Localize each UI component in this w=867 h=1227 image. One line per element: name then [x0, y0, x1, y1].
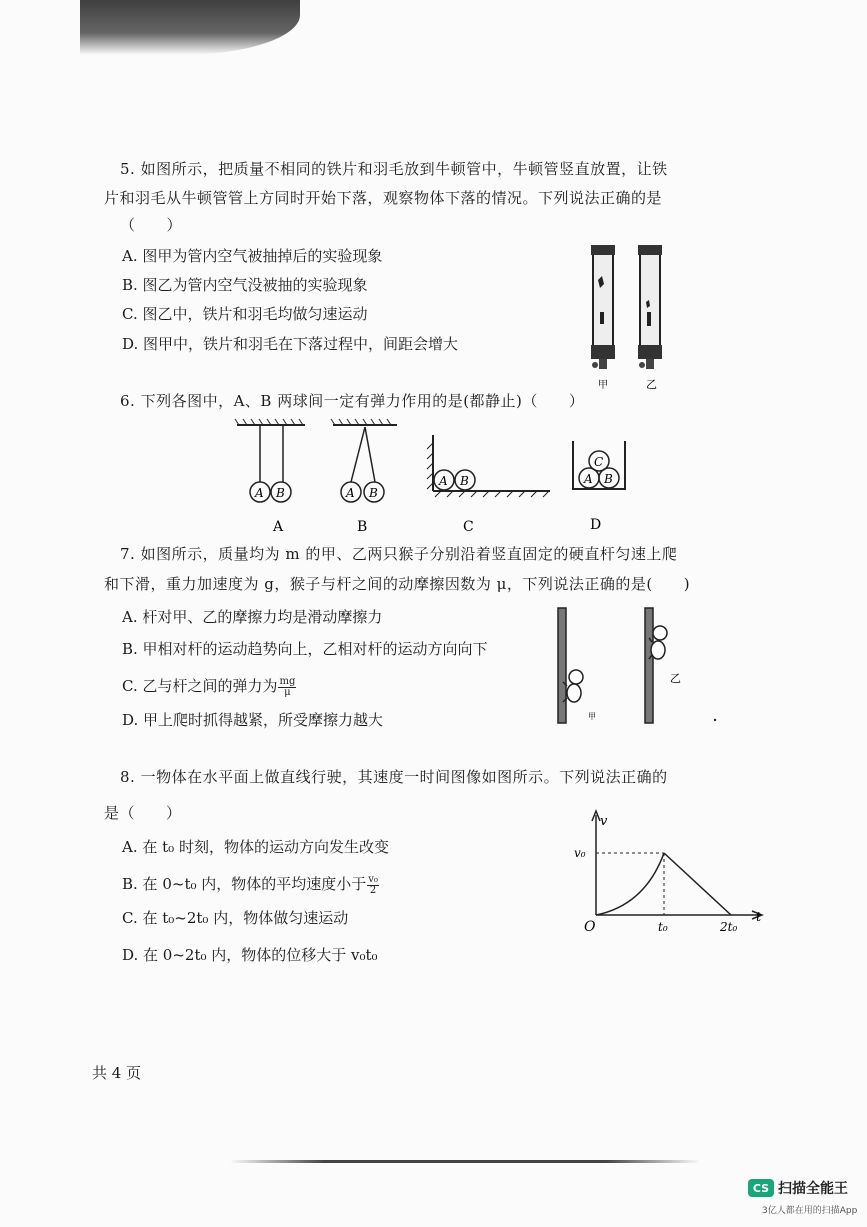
vt-2t0: 2t₀ — [720, 920, 738, 934]
vt-axis-v: v — [600, 814, 608, 829]
monkey-pole-figure — [548, 600, 728, 730]
q7-option-a: A. 杆对甲、乙的摩擦力均是滑动摩擦力 — [122, 608, 383, 626]
vt-origin: O — [584, 919, 596, 935]
brand-watermark — [748, 1178, 848, 1198]
q5-stem-line3: （ ） — [120, 216, 183, 234]
q5-option-b: B. 图乙为管内空气没被抽的实验现象 — [122, 276, 368, 294]
q5-option-d: D. 图甲中，铁片和羽毛在下落过程中，间距会增大 — [122, 335, 459, 353]
q6-figures — [225, 415, 645, 535]
brand-name: 扫描全能王 — [778, 1181, 848, 1197]
vt-graph — [570, 805, 770, 945]
vt-t0: t₀ — [658, 920, 668, 934]
frac-numerator: v₀ — [368, 873, 378, 885]
q8-stem-line1: 8. 一物体在水平面上做直线行驶，其速度一时间图像如图所示。下列说法正确的 — [120, 768, 668, 786]
q6-c-ball-b: B — [460, 474, 469, 488]
camscanner-logo-icon: CS — [748, 1179, 774, 1197]
q7-stem-line2: 和下滑，重力加速度为 g，猴子与杆之间的动摩擦因数为 μ，下列说法正确的是( ) — [104, 575, 691, 593]
q6-stem: 6. 下列各图中，A、B 两球间一定有弹力作用的是(都静止)（ ） — [120, 392, 585, 410]
q6-a-ball-a: A — [255, 486, 264, 500]
q8-option-b-text: B. 在 0~t₀ 内，物体的平均速度小于 — [122, 875, 367, 893]
q6-d-ball-a: A — [584, 472, 593, 486]
tube-yi — [638, 245, 662, 369]
q7-option-b: B. 甲相对杆的运动趋势向上，乙相对杆的运动方向向下 — [122, 640, 488, 658]
q6-fig-label-c: C — [463, 519, 474, 535]
q6-fig-d — [573, 441, 625, 489]
q5-option-a: A. 图甲为管内空气被抽掉后的实验现象 — [122, 247, 383, 265]
q7-option-c — [122, 675, 297, 698]
q6-b-ball-b: B — [369, 486, 378, 500]
q8-option-c: C. 在 t₀~2t₀ 内，物体做匀速运动 — [122, 909, 349, 927]
q8-option-b — [122, 873, 380, 896]
vt-axis-t: t — [756, 910, 762, 925]
q6-d-ball-c: C — [594, 455, 604, 469]
q6-fig-label-a: A — [273, 519, 284, 535]
q8-option-b-fraction — [367, 875, 379, 896]
q6-fig-a — [235, 419, 305, 502]
tube-jia — [591, 245, 615, 369]
q6-fig-label-d: D — [590, 517, 602, 533]
q7-option-c-text: C. 乙与杆之间的弹力为 — [122, 677, 278, 695]
q5-fig-label-jia: 甲 — [598, 380, 608, 391]
q8-option-a: A. 在 t₀ 时刻，物体的运动方向发生改变 — [122, 838, 389, 856]
brand-slogan: 3亿人都在用的扫描App — [762, 1206, 858, 1216]
q6-a-ball-b: B — [276, 486, 285, 500]
q6-b-ball-a: A — [346, 486, 355, 500]
q8-stem-line2: 是（ ） — [104, 804, 182, 822]
vt-v0: v₀ — [574, 846, 586, 860]
scan-shadow — [80, 0, 300, 55]
frac-denominator: 2 — [369, 884, 377, 896]
q8-option-d: D. 在 0~2t₀ 内，物体的位移大于 v₀t₀ — [122, 946, 378, 964]
q5-stem-line1: 5. 如图所示，把质量不相同的铁片和羽毛放到牛顿管中，牛顿管竖直放置，让铁 — [120, 160, 668, 178]
page-count: 共 4 页 — [92, 1064, 142, 1082]
q6-fig-c — [427, 435, 550, 497]
q7-option-d: D. 甲上爬时抓得越紧，所受摩擦力越大 — [122, 711, 384, 729]
q6-d-ball-b: B — [604, 472, 613, 486]
newton-tube-figure — [580, 240, 680, 400]
frac-numerator: mg — [279, 675, 296, 687]
q7-fig-label-yi: 乙 — [670, 672, 681, 685]
q6-fig-label-b: B — [357, 519, 368, 535]
vt-curve — [596, 853, 664, 915]
q5-stem-line2: 片和羽毛从牛顿管管上方同时开始下落，观察物体下落的情况。下列说法正确的是 — [104, 189, 663, 207]
q5-option-c: C. 图乙中，铁片和羽毛均做匀速运动 — [122, 305, 368, 323]
q7-option-c-fraction — [278, 677, 296, 698]
q5-fig-label-yi: 乙 — [646, 378, 657, 391]
q6-fig-b — [331, 419, 397, 502]
q7-stem-line1: 7. 如图所示，质量均为 m 的甲、乙两只猴子分别沿着竖直固定的硬直杆匀速上爬 — [120, 545, 678, 563]
frac-denominator: μ — [284, 686, 291, 698]
q7-fig-label-jia: 甲 — [588, 712, 596, 721]
q6-c-ball-a: A — [439, 474, 448, 488]
vt-decel-line — [664, 853, 731, 915]
bottom-rule — [230, 1160, 700, 1163]
